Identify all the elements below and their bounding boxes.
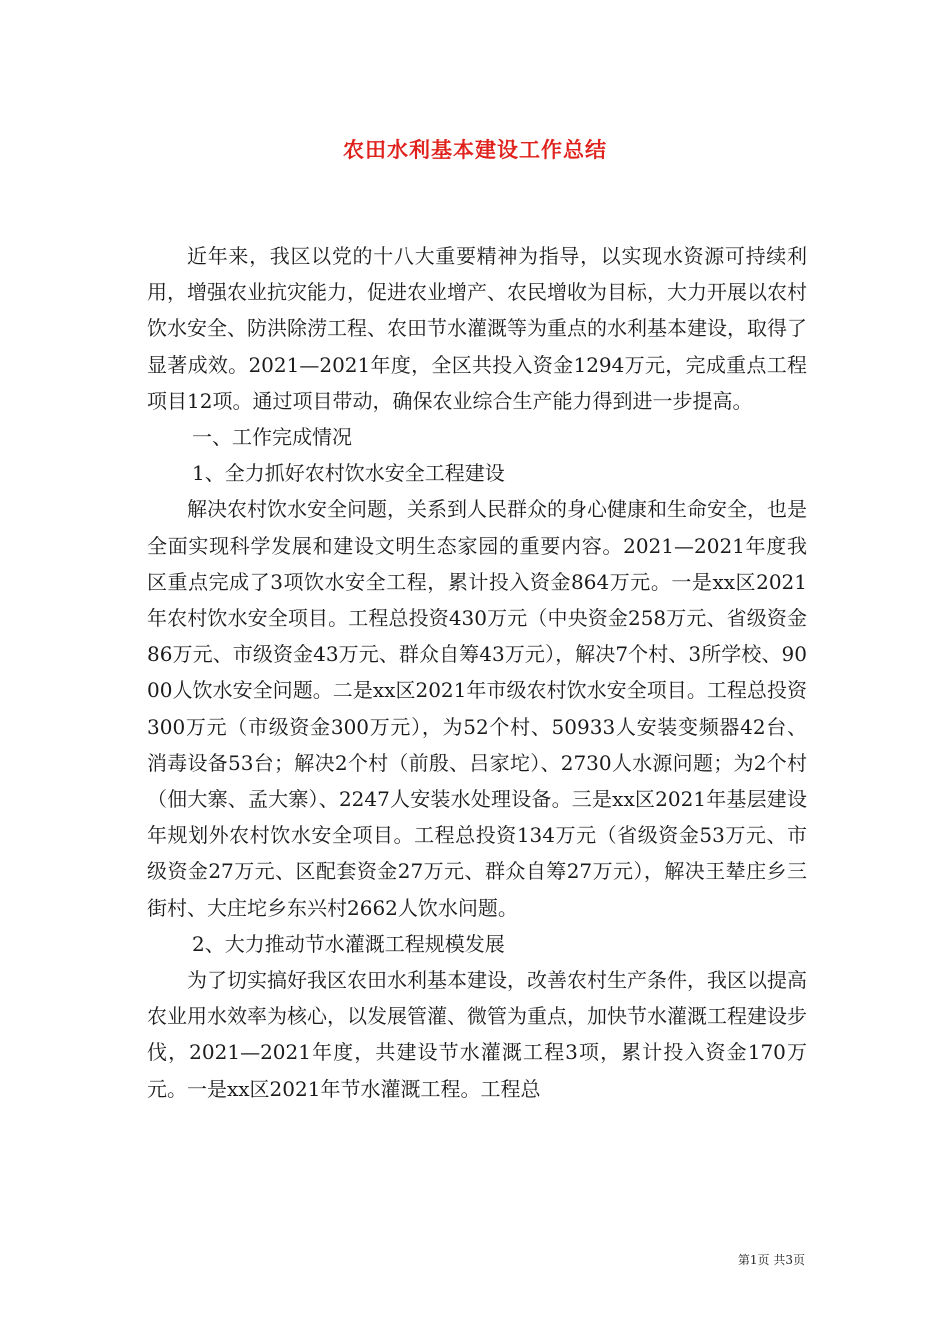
page-number: 第1页 共3页 xyxy=(737,1253,805,1267)
section-heading: 一、工作完成情况 xyxy=(192,425,352,450)
document-body xyxy=(147,238,807,1107)
subsection-heading-2: 2、大力推动节水灌溉工程规模发展 xyxy=(192,931,505,956)
document-title: 农田水利基本建设工作总结 xyxy=(343,137,607,162)
body-paragraph-2: 为了切实搞好我区农田水利基本建设，改善农村生产条件，我区以提高农业用水效率为核心，以发展管灌、微管为重点，加快节水灌溉工程建设步伐，2021—2021年度，共建设节水灌溉工程3项，累计投入资金170万元。一是xx区2021年节水灌溉工程。工程总 xyxy=(147,968,807,1101)
body-paragraph-1: 解决农村饮水安全问题，关系到人民群众的身心健康和生命安全，也是全面实现科学发展和建设文明生态家园的重要内容。2021—2021年度我区重点完成了3项饮水安全工程，累计投入资金864万元。一是xx区2021年农村饮水安全项目。工程总投资430万元（中央资金258万元、省级资金86万元、市级资金43万元、群众自筹43万元），解决7个村、3所学校、9000人饮水安全问题。二是xx区2021年市级农村饮水安全项目。工程总投资300万元（市级资金300万元），为52个村、50933人安装变频器42台、消毒设备53台；解决2个村（前殷、吕家坨）、2730人水源问题；为2个村（佃大寨、孟大寨）、2247人安装水处理设备。三是xx区2021年基层建设年规划外农村饮水安全项目。工程总投资134万元（省级资金53万元、市级资金27万元、区配套资金27万元、群众自筹27万元），解决王辇庄乡三街村、大庄坨乡东兴村2662人饮水问题。 xyxy=(147,497,807,920)
subsection-heading-1: 1、全力抓好农村饮水安全工程建设 xyxy=(192,461,505,486)
intro-paragraph: 近年来，我区以党的十八大重要精神为指导，以实现水资源可持续利用，增强农业抗灾能力，促进农业增产、农民增收为目标，大力开展以农村饮水安全、防洪除涝工程、农田节水灌溉等为重点的水利基本建设，取得了显著成效。2021—2021年度，全区共投入资金1294万元，完成重点工程项目12项。通过项目带动，确保农业综合生产能力得到进一步提高。 xyxy=(147,244,807,413)
